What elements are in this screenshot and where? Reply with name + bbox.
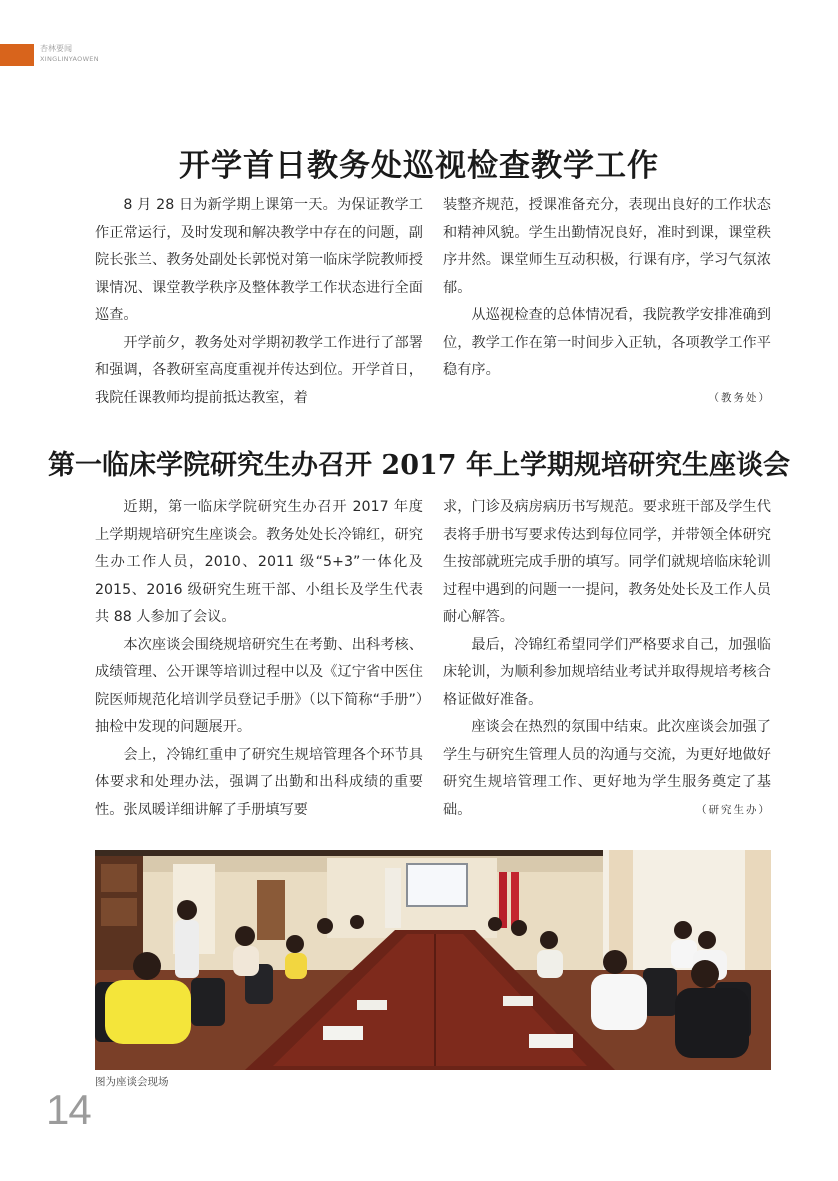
article2-paragraph: 本次座谈会围绕规培研究生在考勤、出科考核、成绩管理、公开课等培训过程中以及《辽宁省中医住院医师规范化培训学员登记手册》（以下简称“手册”）抽检中发现的问题展开。 [95,636,423,735]
section-accent-tab [0,44,34,66]
article1-paragraph: 从巡视检查的总体情况看，我院教学安排准确到位，教学工作在第一时间步入正轨，各项教学工作平稳有序。 [443,307,771,378]
article2-paragraph-text: 座谈会在热烈的氛围中结束。此次座谈会加强了学生与研究生管理人员的沟通与交流，为更好地做好研究生规培管理工作、更好地为学生服务奠定了基础。 [443,719,771,818]
article2-left-column [95,494,423,824]
article2-paragraph: 最后，冷锦红希望同学们严格要求自己，加强临床轮训，为顺利参加规培结业考试并取得规培考核合格证做好准备。 [443,636,771,708]
article1-right-column [443,192,771,412]
article2-right-column [443,494,771,824]
meeting-photo-illustration [95,850,771,1070]
page-number: 14 [46,1086,91,1133]
article1-left-column [95,192,423,412]
article1-credit: （教务处） [708,391,771,404]
article2-paragraph-continued: 求，门诊及病房病历书写规范。要求班干部及学生代表将手册书写要求传达到每位同学，并带领全体研究生按部就班完成手册的填写。同学们就规培临床轮训过程中遇到的问题一一提问，教务处处长及工作人员耐心解答。 [443,499,771,625]
article1-paragraph: 8 月 28 日为新学期上课第一天。为保证教学工作正常运行，及时发现和解决教学中存在的问题，副院长张兰、教务处副处长郭悦对第一临床学院教师授课情况、课堂教学秩序及整体教学工作状态进行全面巡查。 [95,197,423,323]
section-label-en: XINGLINYAOWEN [40,55,99,63]
photo-caption: 图为座谈会现场 [95,1076,169,1088]
article1-paragraph: 开学前夕，教务处对学期初教学工作进行了部署和强调，各教研室高度重视并传达到位。开学首日，我院任课教师均提前抵达教室，着 [95,334,423,406]
article2-title: 第一临床学院研究生办召开 2017 年上学期规培研究生座谈会 [48,450,790,481]
section-label: 杏林要闻 [40,44,72,53]
meeting-photo [95,850,771,1070]
article2-paragraph: 会上，冷锦红重申了研究生规培管理各个环节具体要求和处理办法，强调了出勤和出科成绩的重要性。张凤暖详细讲解了手册填写要 [95,746,423,818]
article2-paragraph: 近期，第一临床学院研究生办召开 2017 年度上学期规培研究生座谈会。教务处处长冷锦红，研究生办工作人员，2010、2011 级“5+3”一体化及 2015、2016 级研究生班干部、小组长及学生代表共 88 人参加了会议。 [95,499,423,625]
article1-paragraph-continued: 装整齐规范，授课准备充分，表现出良好的工作状态和精神风貌。学生出勤情况良好，准时到课，课堂秩序井然。课堂师生互动积极，行课有序，学习气氛浓郁。 [443,197,771,296]
article2-paragraph [443,714,771,824]
article2-credit: （研究生办） [696,803,771,816]
article1-title: 开学首日教务处巡视检查教学工作 [179,148,659,184]
